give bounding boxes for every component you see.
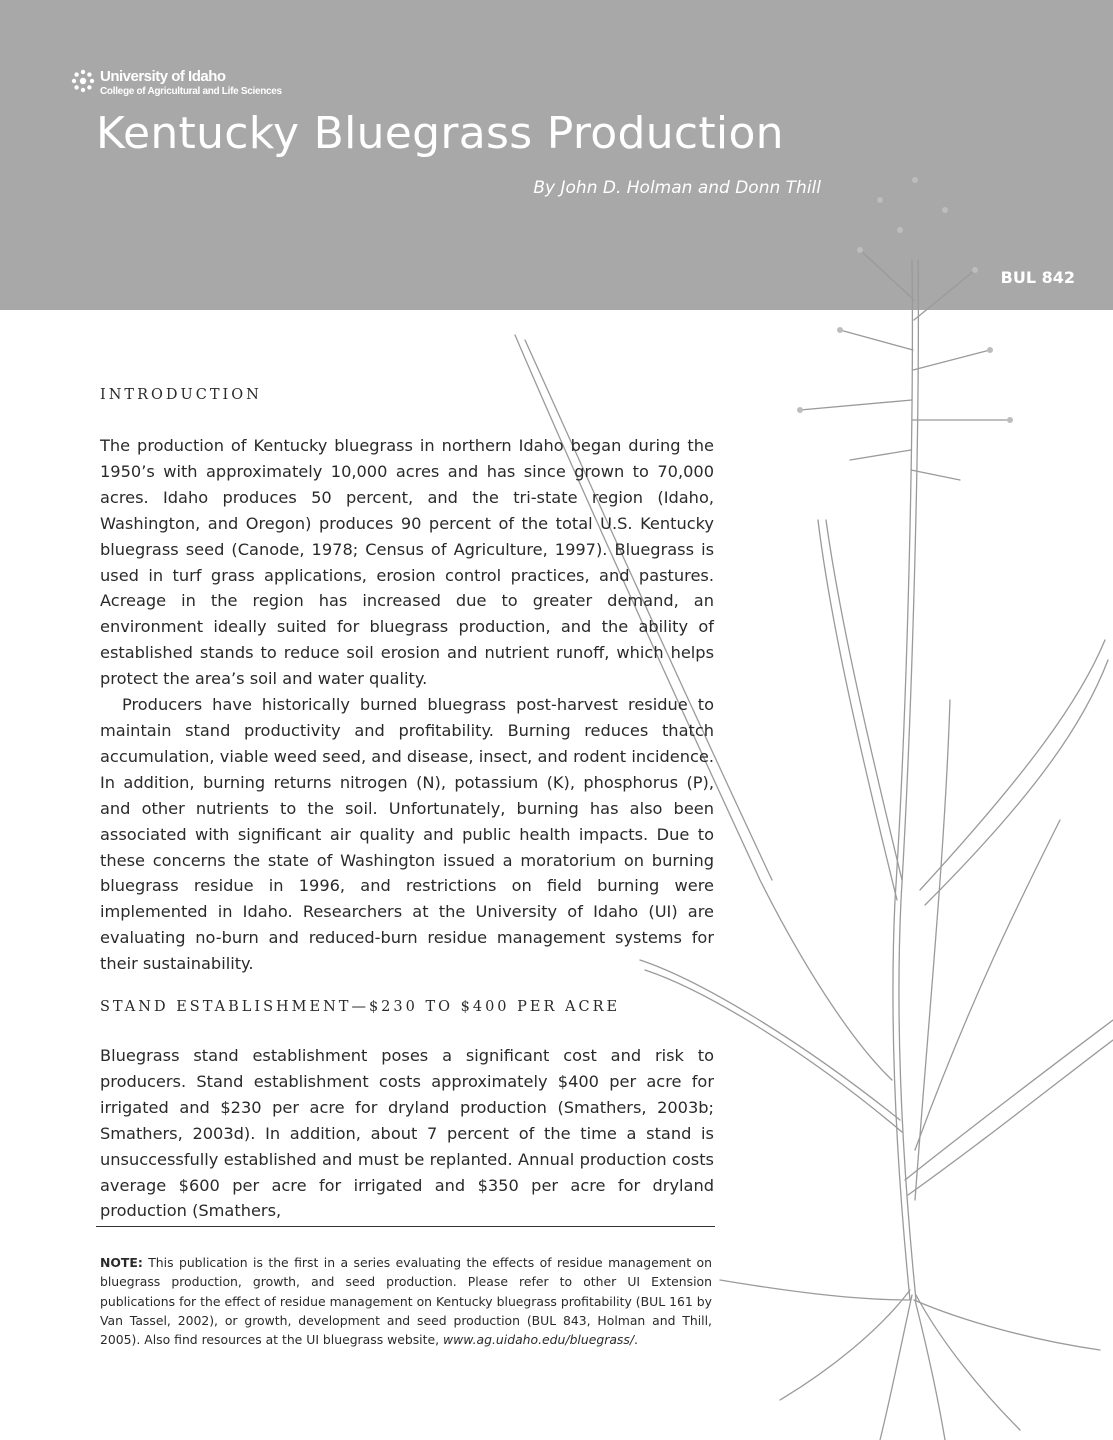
note-label: NOTE: xyxy=(100,1255,143,1270)
stand-establishment-paragraph: Bluegrass stand establishment poses a significant cost and risk to producers. Stand establishment costs approximately $400 per acre for irrigated and $230 per acre for dryland production (Smathers, 2003b; Smathers, 2003d). In addition, about 7 percent of the time a stand is unsuccessfully established and must be replanted. Annual production costs average $600 per acre for irrigated and $350 per acre for dryland production (Smathers, xyxy=(100,1046,714,1221)
bluegrass-website-link[interactable]: www.ag.uidaho.edu/bluegrass/ xyxy=(442,1332,634,1348)
footnote xyxy=(100,1253,712,1349)
introduction-paragraph: The production of Kentucky bluegrass in northern Idaho began during the 1950’s with approximately 10,000 acres and has since grown to 70,000 acres. Idaho produces 50 percent, and the tri-state region (Idaho, Washington, and Oregon) produces 90 percent of the total U.S. Kentucky bluegrass seed (Canode, 1978; Census of Agriculture, 1997). Bluegrass is used in turf grass applications, erosion control practices, and pastures. Acreage in the region has increased due to greater demand, an environment ideally suited for bluegrass production, and the ability of established stands to reduce soil erosion and nutrient runoff, which helps protect the area’s soil and water quality. xyxy=(100,436,714,689)
bulletin-number: BUL 842 xyxy=(1000,268,1075,287)
note-text: This publication is the first in a series evaluating the effects of residue management on bluegrass production, growth, and seed production. Please refer to other UI Extension publications for the effect of residue management on Kentucky bluegrass profitability (BUL 161 by Van Tassel, 2002), or growth, development and seed production (BUL 843, Holman and Thill, 2005). Also find resources at the UI bluegrass website, xyxy=(100,1255,712,1348)
footnote-divider xyxy=(96,1226,715,1227)
introduction-paragraph: Producers have historically burned bluegrass post-harvest residue to maintain stand productivity and profitability. Burning reduces thatch accumulation, viable weed seed, and disease, insect, and rodent incidence. In addition, burning returns nitrogen (N), potassium (K), phosphorus (P), and other nutrients to the soil. Unfortunately, burning has also been associated with significant air quality and public health impacts. Due to these concerns the state of Washington issued a moratorium on burning bluegrass residue in 1996, and restrictions on field burning were implemented in Idaho. Researchers at the University of Idaho (UI) are evaluating no-burn and reduced-burn residue management systems for their sustainability. xyxy=(100,695,714,974)
note-end: . xyxy=(634,1332,638,1348)
author-byline: By John D. Holman and Donn Thill xyxy=(533,178,821,198)
page-title: Kentucky Bluegrass Production xyxy=(96,108,784,159)
introduction-heading: INTRODUCTION xyxy=(100,387,262,403)
logo-university-name: University of Idaho xyxy=(100,68,226,85)
stand-establishment-body xyxy=(100,1043,714,1224)
logo-college-name: College of Agricultural and Life Sciences xyxy=(100,86,282,97)
stand-establishment-heading: STAND ESTABLISHMENT—$230 TO $400 PER ACRE xyxy=(100,999,621,1015)
introduction-body xyxy=(100,433,714,977)
